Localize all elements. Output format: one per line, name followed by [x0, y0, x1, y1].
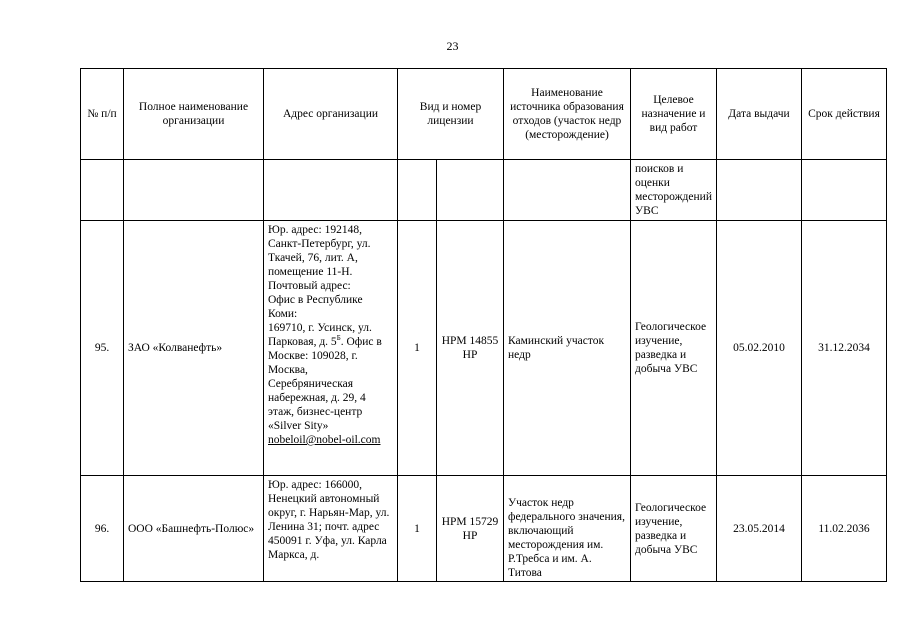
- cell-purpose: Геологическое изучение, разведка и добыча УВС: [631, 476, 717, 582]
- cell-source: Каминский участок недр: [504, 221, 631, 476]
- email-link[interactable]: nobeloil@nobel-oil.com: [268, 434, 381, 446]
- table-row: [81, 476, 887, 582]
- cell-license-number: НРМ 15729 НР: [437, 476, 504, 582]
- header-row: [81, 69, 887, 160]
- cell-empty: [802, 160, 887, 221]
- header-num: № п/п: [81, 69, 124, 160]
- header-source: Наименование источника образования отходов (участок недр (месторождение): [504, 69, 631, 160]
- header-validity: Срок действия: [802, 69, 887, 160]
- header-issue-date: Дата выдачи: [717, 69, 802, 160]
- address-line: Юр. адрес: 192148, Санкт-Петербург, ул. Ткачей, 76, лит. А, помещение 11-Н.: [268, 224, 371, 278]
- header-address: Адрес организации: [264, 69, 398, 160]
- cell-license-type: 1: [398, 476, 437, 582]
- header-org-name: Полное наименование организации: [124, 69, 264, 160]
- cell-empty: [124, 160, 264, 221]
- address-superscript: Б: [336, 334, 341, 343]
- cell-empty: [437, 160, 504, 221]
- cell-empty: [398, 160, 437, 221]
- cell-issue-date: 05.02.2010: [717, 221, 802, 476]
- table-row: [81, 221, 887, 476]
- header-license: Вид и номер лицензии: [398, 69, 504, 160]
- cell-address: [264, 221, 398, 476]
- cell-source: Участок недр федерального значения, включающий месторождения им. Р.Требса и им. А. Титова: [504, 476, 631, 582]
- license-registry-table: [80, 68, 887, 582]
- cell-num: 95.: [81, 221, 124, 476]
- address-line: Офис в Республике Коми:: [268, 294, 363, 320]
- cell-empty: [504, 160, 631, 221]
- address-line: Почтовый адрес:: [268, 280, 351, 292]
- cell-empty: [717, 160, 802, 221]
- address-line: 169710, г. Усинск, ул. Парковая, д. $5^Б$. Офис в Москве: 109028, г. Москва, Серебряническая набережная, д. 29, 4 этаж, бизнес-центр «Silver Sity»: [268, 322, 382, 432]
- cell-license-number: НРМ 14855 НР: [437, 221, 504, 476]
- table-row: [81, 160, 887, 221]
- cell-validity: 11.02.2036: [802, 476, 887, 582]
- cell-purpose-continued: поисков и оценки месторождений УВС: [631, 160, 717, 221]
- cell-org-name: ООО «Башнефть-Полюс»: [124, 476, 264, 582]
- header-purpose: Целевое назначение и вид работ: [631, 69, 717, 160]
- cell-validity: 31.12.2034: [802, 221, 887, 476]
- cell-empty: [81, 160, 124, 221]
- cell-num: 96.: [81, 476, 124, 582]
- cell-address: Юр. адрес: 166000, Ненецкий автономный округ, г. Нарьян-Мар, ул. Ленина 31; почт. адрес 450091 г. Уфа, ул. Карла Маркса, д.: [264, 476, 398, 582]
- cell-empty: [264, 160, 398, 221]
- cell-org-name: ЗАО «Колванефть»: [124, 221, 264, 476]
- cell-license-type: 1: [398, 221, 437, 476]
- cell-issue-date: 23.05.2014: [717, 476, 802, 582]
- cell-purpose: Геологическое изучение, разведка и добыча УВС: [631, 221, 717, 476]
- page-number: 23: [446, 39, 459, 53]
